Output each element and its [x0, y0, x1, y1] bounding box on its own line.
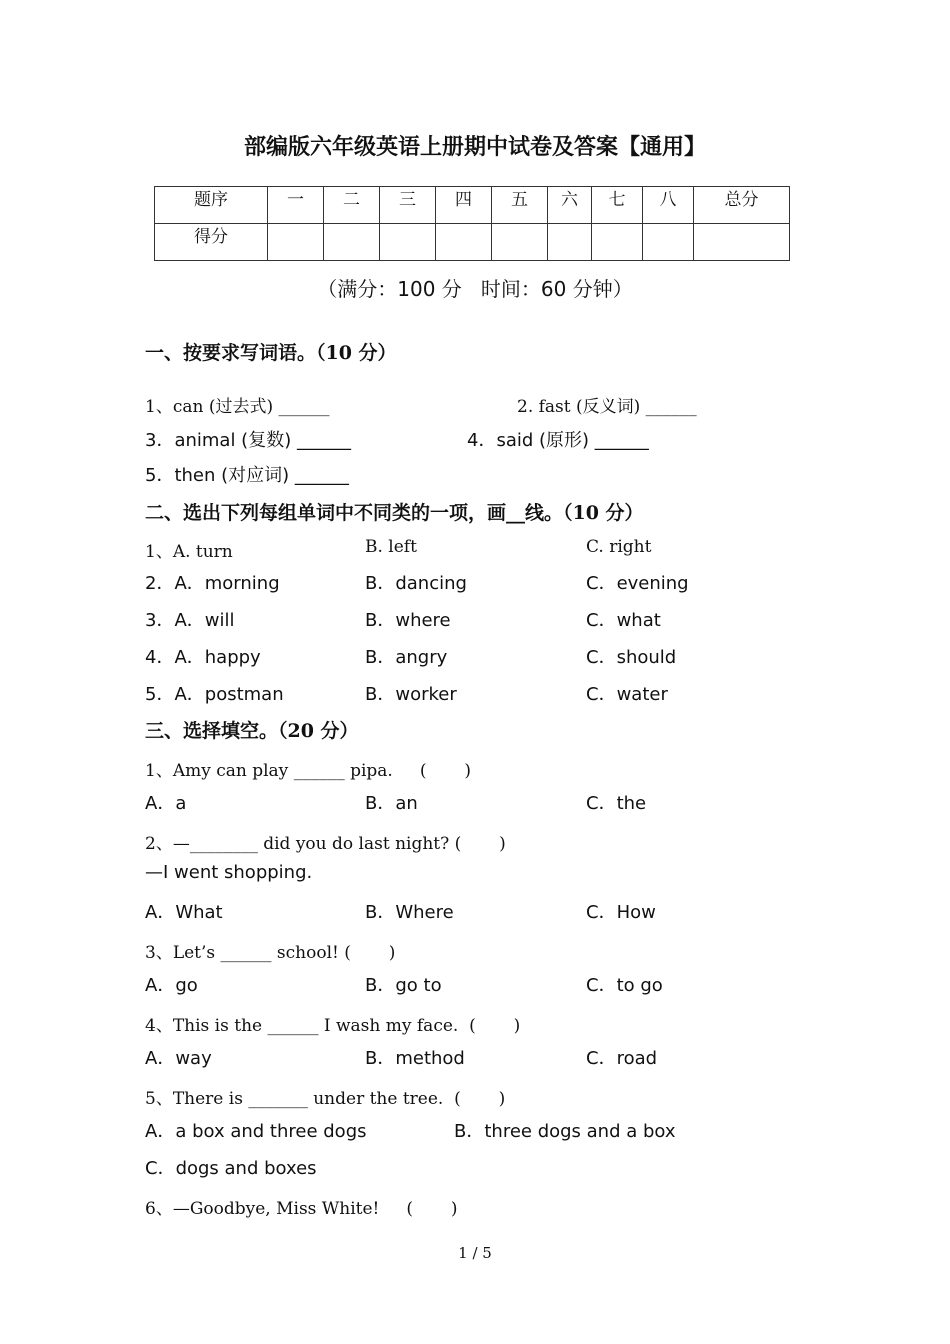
score-header-cell: 总分 [694, 187, 790, 224]
answer-option: A．a box and three dogs [145, 1121, 367, 1142]
score-cell[interactable] [324, 224, 380, 261]
question-stem: 5、There is _______ under the tree. ( ) [145, 1089, 506, 1109]
section2-option: C．what [586, 610, 661, 631]
score-header-cell: 七 [592, 187, 643, 224]
answer-option: A．a [145, 793, 187, 814]
section2-option: 2．A．morning [145, 573, 280, 594]
score-header-cell: 四 [436, 187, 492, 224]
score-table [154, 186, 790, 261]
section1-item: 2. fast (反义词) ______ [517, 397, 697, 417]
answer-option: C．the [586, 793, 647, 814]
section2-option: 4．A．happy [145, 647, 261, 668]
section2-option: C．water [586, 684, 668, 705]
answer-option: B．three dogs and a box [454, 1121, 676, 1142]
score-cell[interactable] [592, 224, 643, 261]
section2-heading: 二、选出下列每组单词中不同类的一项，画__线。（10 分） [145, 502, 644, 524]
score-cell[interactable] [436, 224, 492, 261]
section2-option: C. right [586, 537, 652, 557]
question-stem: 4、This is the ______ I wash my face. ( ) [145, 1016, 521, 1036]
exam-note: （满分：100 分 时间：60 分钟） [317, 277, 633, 301]
section2-option: 1、A. turn [145, 542, 233, 562]
score-table-header-row [155, 187, 790, 224]
score-header-cell: 一 [268, 187, 324, 224]
section2-option: 3．A．will [145, 610, 235, 631]
score-header-cell: 八 [643, 187, 694, 224]
section2-option: C．evening [586, 573, 689, 594]
answer-option: C．to go [586, 975, 663, 996]
section2-option: C．should [586, 647, 677, 668]
score-cell[interactable] [643, 224, 694, 261]
answer-option: A．way [145, 1048, 212, 1069]
section2-option: B．where [365, 610, 451, 631]
section2-option: 5．A．postman [145, 684, 284, 705]
question-stem: 6、—Goodbye, Miss White! ( ) [145, 1199, 458, 1219]
score-header-cell: 五 [492, 187, 548, 224]
answer-option: B．method [365, 1048, 465, 1069]
score-cell[interactable] [548, 224, 592, 261]
section3-heading: 三、选择填空。（20 分） [145, 720, 359, 742]
answer-option: C．How [586, 902, 656, 923]
section1-heading: 一、按要求写词语。（10 分） [145, 342, 397, 364]
score-header-cell: 二 [324, 187, 380, 224]
question-stem: 2、—________ did you do last night? ( ) [145, 834, 506, 854]
section1-item: 5．then (对应词) ______ [145, 465, 349, 486]
score-cell[interactable] [268, 224, 324, 261]
score-cell[interactable] [694, 224, 790, 261]
score-cell[interactable] [492, 224, 548, 261]
section1-item: 3．animal (复数) ______ [145, 430, 351, 451]
section2-option: B．worker [365, 684, 457, 705]
answer-option: B．an [365, 793, 418, 814]
page-title: 部编版六年级英语上册期中试卷及答案【通用】 [243, 135, 706, 160]
question-line: —I went shopping. [145, 862, 313, 883]
answer-option: C．road [586, 1048, 658, 1069]
question-stem: 1、Amy can play ______ pipa. ( ) [145, 761, 471, 781]
answer-option: A．What [145, 902, 223, 923]
section1-item: 4．said (原形) ______ [467, 430, 649, 451]
question-stem: 3、Let’s ______ school! ( ) [145, 943, 396, 963]
answer-option: C．dogs and boxes [145, 1158, 317, 1179]
score-header-cell: 题序 [155, 187, 268, 224]
answer-option: B．Where [365, 902, 454, 923]
section1-item: 1、can (过去式) ______ [145, 397, 330, 417]
answer-option: B．go to [365, 975, 442, 996]
section2-option: B．angry [365, 647, 448, 668]
section2-option: B. left [365, 537, 417, 557]
score-cell[interactable] [380, 224, 436, 261]
section2-option: B．dancing [365, 573, 467, 594]
page-number: 1 / 5 [458, 1244, 492, 1262]
score-header-cell: 六 [548, 187, 592, 224]
score-row-label: 得分 [155, 224, 268, 261]
score-table-score-row [155, 224, 790, 261]
score-header-cell: 三 [380, 187, 436, 224]
answer-option: A．go [145, 975, 198, 996]
